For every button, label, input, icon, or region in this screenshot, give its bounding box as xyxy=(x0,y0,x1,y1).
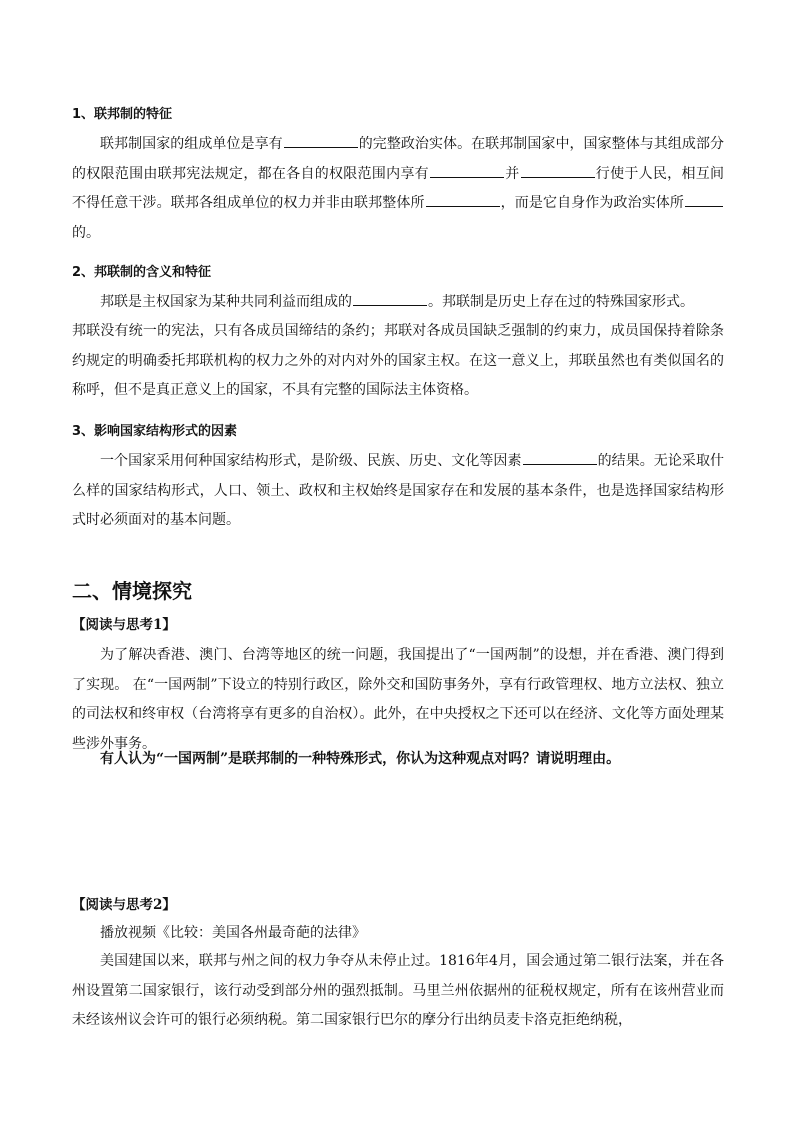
text-run: 行使于人民，相互间不得任意干涉。联邦各组成单位的权力并非由联邦整体所 xyxy=(72,165,725,211)
text-run: 邦联是主权国家为某种共同利益而组成的 xyxy=(100,294,352,310)
section3-heading: 3、影响国家结构形式的因素 xyxy=(72,424,238,439)
text-run: 。邦联制是历史上存在过的特殊国家形式。 xyxy=(428,294,694,310)
fill-blank xyxy=(426,192,500,207)
fill-blank xyxy=(523,450,597,465)
section1-heading: 1、联邦制的特征 xyxy=(72,107,173,122)
fill-blank xyxy=(685,192,723,207)
text-run: 的。 xyxy=(72,224,100,241)
fill-blank xyxy=(284,133,358,148)
fill-blank xyxy=(353,291,427,306)
section2-heading: 2、邦联制的含义和特征 xyxy=(72,265,212,280)
section2-paragraph2: 邦联没有统一的宪法，只有各成员国缔结的条约；邦联对各成员国缺乏强制的约束力，成员国保持着除条约规定的明确委托邦联机构的权力之外的对内对外的国家主权。在这一意义上，邦联虽然也有类似国名的称呼，但不是真正意义上的国家，不具有完整的国际法主体资格。 xyxy=(72,323,724,398)
fill-blank xyxy=(430,163,504,178)
fill-blank xyxy=(521,163,595,178)
part2-title: 二、情境探究 xyxy=(72,579,192,603)
text-run: 的结果。无论采取什么样的国家结构形式，人口、领土、政权和主权始终是国家存在和发展的基本条件，也是选择国家结构形式时必须面对的基本问题。 xyxy=(72,453,725,528)
section3-paragraph xyxy=(72,447,724,536)
reading2-label: 【阅读与思考2】 xyxy=(72,897,176,913)
reading1-paragraph: 为了解决香港、澳门、台湾等地区的统一问题，我国提出了“一国两制”的设想，并在香港、澳门得到了实现。 在“一国两制”下设立的特别行政区，除外交和国防事务外，享有行政管理权、地方立法权、独立的司法权和终审权（台湾将享有更多的自治权）。此外，在中央授权之下还可以在经济、文化等方面处理某些涉外事务。 xyxy=(72,647,724,752)
text-run: 一个国家采用何种国家结构形式，是阶级、民族、历史、文化等因素 xyxy=(100,453,522,469)
reading2-paragraph: 美国建国以来，联邦与州之间的权力争夺从未停止过。1816年4月，国会通过第二银行法案，并在各州设置第二国家银行，该行动受到部分州的强烈抵制。马里兰州依据州的征税权规定，所有在该州营业而未经该州议会许可的银行必须纳税。第二国家银行巴尔的摩分行出纳员麦卡洛克拒绝纳税， xyxy=(72,953,724,1028)
section2-paragraph1 xyxy=(72,288,724,318)
text-run: ，而是它自身作为政治实体所 xyxy=(500,195,684,211)
reading2-video-note: 播放视频《比较：美国各州最奇葩的法律》 xyxy=(100,925,366,941)
reading1-question: 有人认为“一国两制”是联邦制的一种特殊形式，你认为这种观点对吗？请说明理由。 xyxy=(100,751,621,767)
section1-paragraph xyxy=(72,130,724,248)
reading1-label: 【阅读与思考1】 xyxy=(72,617,176,633)
text-run: 的完整政治实体。在联邦制国家中，国家整体与其组成部分的权限范围由联邦宪法规定，都在各自的权限范围内享有 xyxy=(72,136,725,182)
text-run: 并 xyxy=(504,165,520,182)
text-run: 联邦制国家的组成单位是享有 xyxy=(100,136,283,152)
